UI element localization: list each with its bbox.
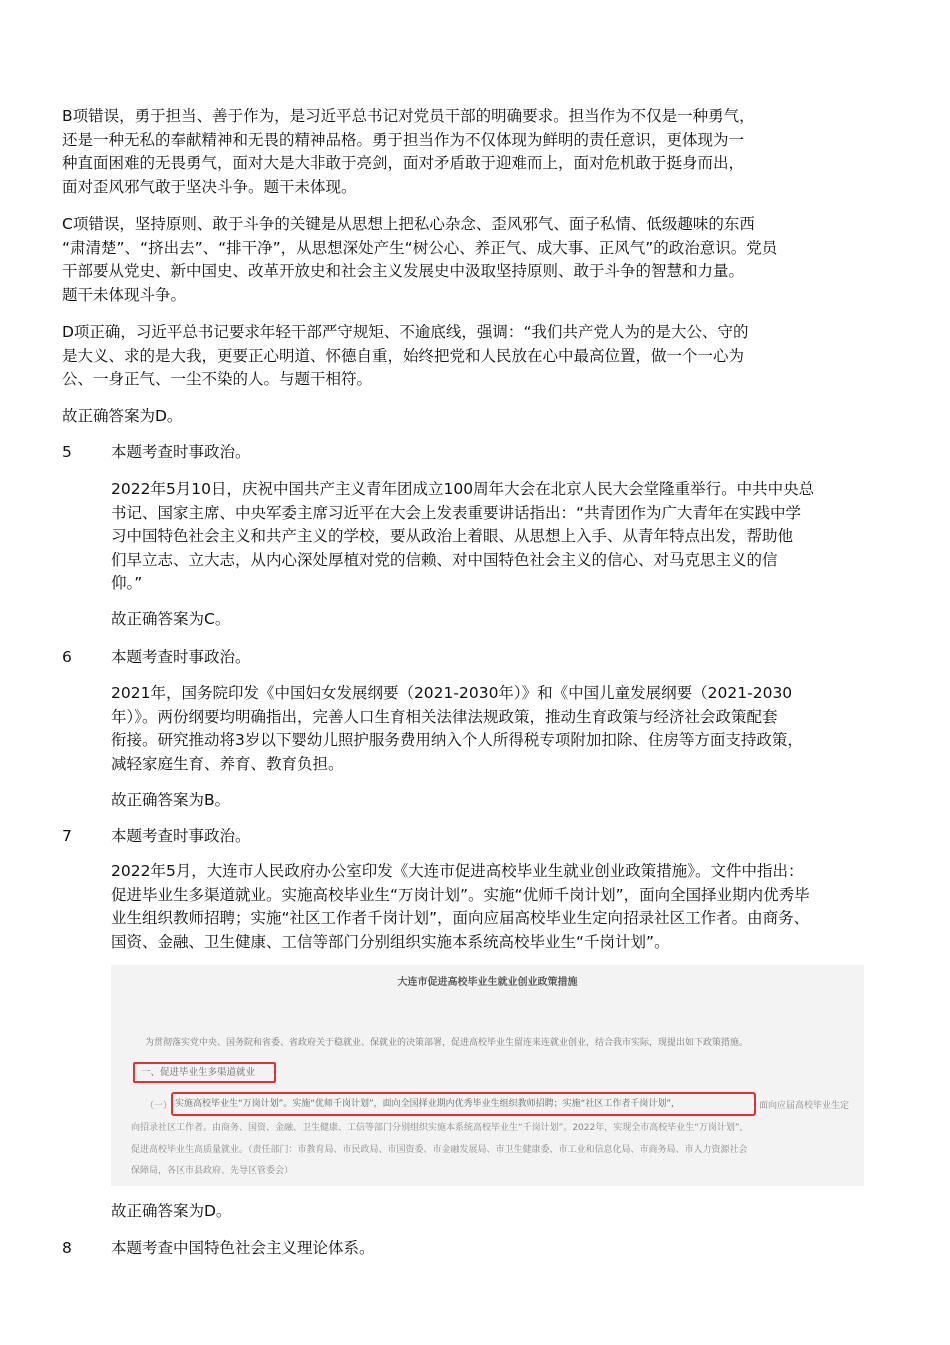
question-number: 5 bbox=[62, 443, 72, 461]
answer-q7: 故正确答案为D。 bbox=[111, 1202, 232, 1220]
option-d-explanation bbox=[62, 321, 822, 392]
highlighted-heading: 一、促进毕业生多渠道就业 bbox=[133, 1062, 276, 1083]
text-line: 还是一种无私的奉献精神和无畏的精神品格。勇于担当作为不仅体现为鲜明的责任意识，更体现为一 bbox=[62, 130, 745, 149]
question-title: 本题考查中国特色社会主义理论体系。 bbox=[111, 1239, 375, 1257]
question-title: 本题考查时事政治。 bbox=[111, 827, 251, 845]
text-line: 2022年5月，大连市人民政府办公室印发《大连市促进高校毕业生就业创业政策措施》。文件中指出： bbox=[111, 862, 804, 880]
text-line: B项错误，勇于担当、善于作为，是习近平总书记对党员干部的明确要求。担当作为不仅是一种勇气， bbox=[62, 107, 755, 125]
text-line: “肃清楚”、“挤出去”、“排干净”，从思想深处产生“树公心、养正气、成大事、正风气”的政治意识。党员 bbox=[62, 238, 778, 257]
question-title: 本题考查时事政治。 bbox=[111, 443, 251, 461]
answer-q6: 故正确答案为B。 bbox=[111, 791, 231, 809]
screenshot-text: 面向应届高校毕业生定 bbox=[759, 1101, 850, 1111]
question-number: 7 bbox=[62, 827, 72, 845]
text-line: 题干未体现斗争。 bbox=[62, 285, 187, 304]
answer-q4: 故正确答案为D。 bbox=[62, 407, 183, 425]
screenshot-title: 大连市促进高校毕业生就业创业政策措施 bbox=[397, 977, 578, 988]
text-line: 是大义、求的是大我，更要正心明道、怀德自重，始终把党和人民放在心中最高位置，做一个一心为 bbox=[62, 346, 745, 365]
question-number: 8 bbox=[62, 1239, 72, 1257]
answer-q5: 故正确答案为C。 bbox=[111, 610, 231, 628]
question-number: 6 bbox=[62, 648, 72, 666]
screenshot-intro: 为贯彻落实党中央、国务院和省委、省政府关于稳就业、保就业的决策部署，促进高校毕业生留连来连就业创业，结合我市实际，现提出如下政策措施。 bbox=[145, 1038, 749, 1048]
text-line: 年）》。两份纲要均明确指出，完善人口生育相关法律法规政策，推动生育政策与经济社会政策配套 bbox=[111, 707, 778, 726]
text-line: 国资、金融、卫生健康、工信等部门分别组织实施本系统高校毕业生“千岗计划”。 bbox=[111, 932, 670, 951]
highlighted-passage: 实施高校毕业生“万岗计划”。实施“优师千岗计划”，面向全国择业期内优秀毕业生组织教师招聘；实施“社区工作者千岗计划”， bbox=[171, 1092, 756, 1116]
text-line: 2022年5月10日，庆祝中国共产主义青年团成立100周年大会在北京人民大会堂隆重举行。中共中央总 bbox=[111, 480, 815, 498]
text-line: 仰。” bbox=[111, 574, 143, 592]
option-c-explanation bbox=[62, 213, 822, 307]
text-line: 书记、国家主席、中央军委主席习近平在大会上发表重要讲话指出：“共青团作为广大青年在实践中学 bbox=[111, 503, 802, 522]
question-5-body bbox=[111, 478, 871, 596]
option-b-explanation bbox=[62, 105, 822, 199]
question-6-body bbox=[111, 682, 871, 776]
screenshot-text: 向招录社区工作者。由商务、国资、金融、卫生健康、工信等部门分别组织实施本系统高校毕业生“千岗计划”。2022年，实现全市高校毕业生“万岗计划”， bbox=[131, 1123, 749, 1133]
text-line: 业生组织教师招聘；实施“社区工作者千岗计划”，面向应届高校毕业生定向招录社区工作者。由商务、 bbox=[111, 909, 810, 927]
text-line: 促进毕业生多渠道就业。实施高校毕业生“万岗计划”。实施“优师千岗计划”，面向全国择业期内优秀毕 bbox=[111, 885, 810, 904]
text-line: 们早立志、立大志，从内心深处厚植对党的信赖、对中国特色社会主义的信心、对马克思主义的信 bbox=[111, 550, 778, 569]
text-line: 种直面困难的无畏勇气，面对大是大非敢于亮剑，面对矛盾敢于迎难而上，面对危机敢于挺身而出， bbox=[62, 154, 745, 172]
screenshot-item-prefix: （一） bbox=[145, 1101, 173, 1111]
policy-document-screenshot bbox=[111, 965, 864, 1186]
text-line: 面对歪风邪气敢于坚决斗争。题干未体现。 bbox=[62, 177, 357, 196]
text-line: 习中国特色社会主义和共产主义的学校，要从政治上着眼、从思想上入手、从青年特点出发，帮助他 bbox=[111, 527, 794, 545]
question-title: 本题考查时事政治。 bbox=[111, 648, 251, 666]
text-line: 2021年，国务院印发《中国妇女发展纲要（2021-2030年）》和《中国儿童发展纲要（2021-2030 bbox=[111, 684, 793, 702]
question-7-body bbox=[111, 860, 871, 954]
text-line: D项正确，习近平总书记要求年轻干部严守规矩、不逾底线，强调：“我们共产党人为的是大公、守的 bbox=[62, 323, 749, 341]
text-line: 减轻家庭生育、养育、教育负担。 bbox=[111, 754, 344, 773]
screenshot-text: 保障局，各区市县政府、先导区管委会） bbox=[131, 1166, 294, 1176]
text-line: 衔接。研究推动将3岁以下婴幼儿照护服务费用纳入个人所得税专项附加扣除、住房等方面支持政策， bbox=[111, 731, 803, 749]
text-line: C项错误，坚持原则、敢于斗争的关键是从思想上把私心杂念、歪风邪气、面子私情、低级趣味的东西 bbox=[62, 215, 755, 233]
screenshot-text: 促进高校毕业生高质量就业。（责任部门：市教育局、市民政局、市国资委、市金融发展局、市卫生健康委、市工业和信息化局、市商务局、市人力资源社会 bbox=[131, 1145, 748, 1155]
text-line: 干部要从党史、新中国史、改革开放史和社会主义发展史中汲取坚持原则、敢于斗争的智慧和力量。 bbox=[62, 262, 745, 280]
text-line: 公、一身正气、一尘不染的人。与题干相符。 bbox=[62, 370, 373, 388]
